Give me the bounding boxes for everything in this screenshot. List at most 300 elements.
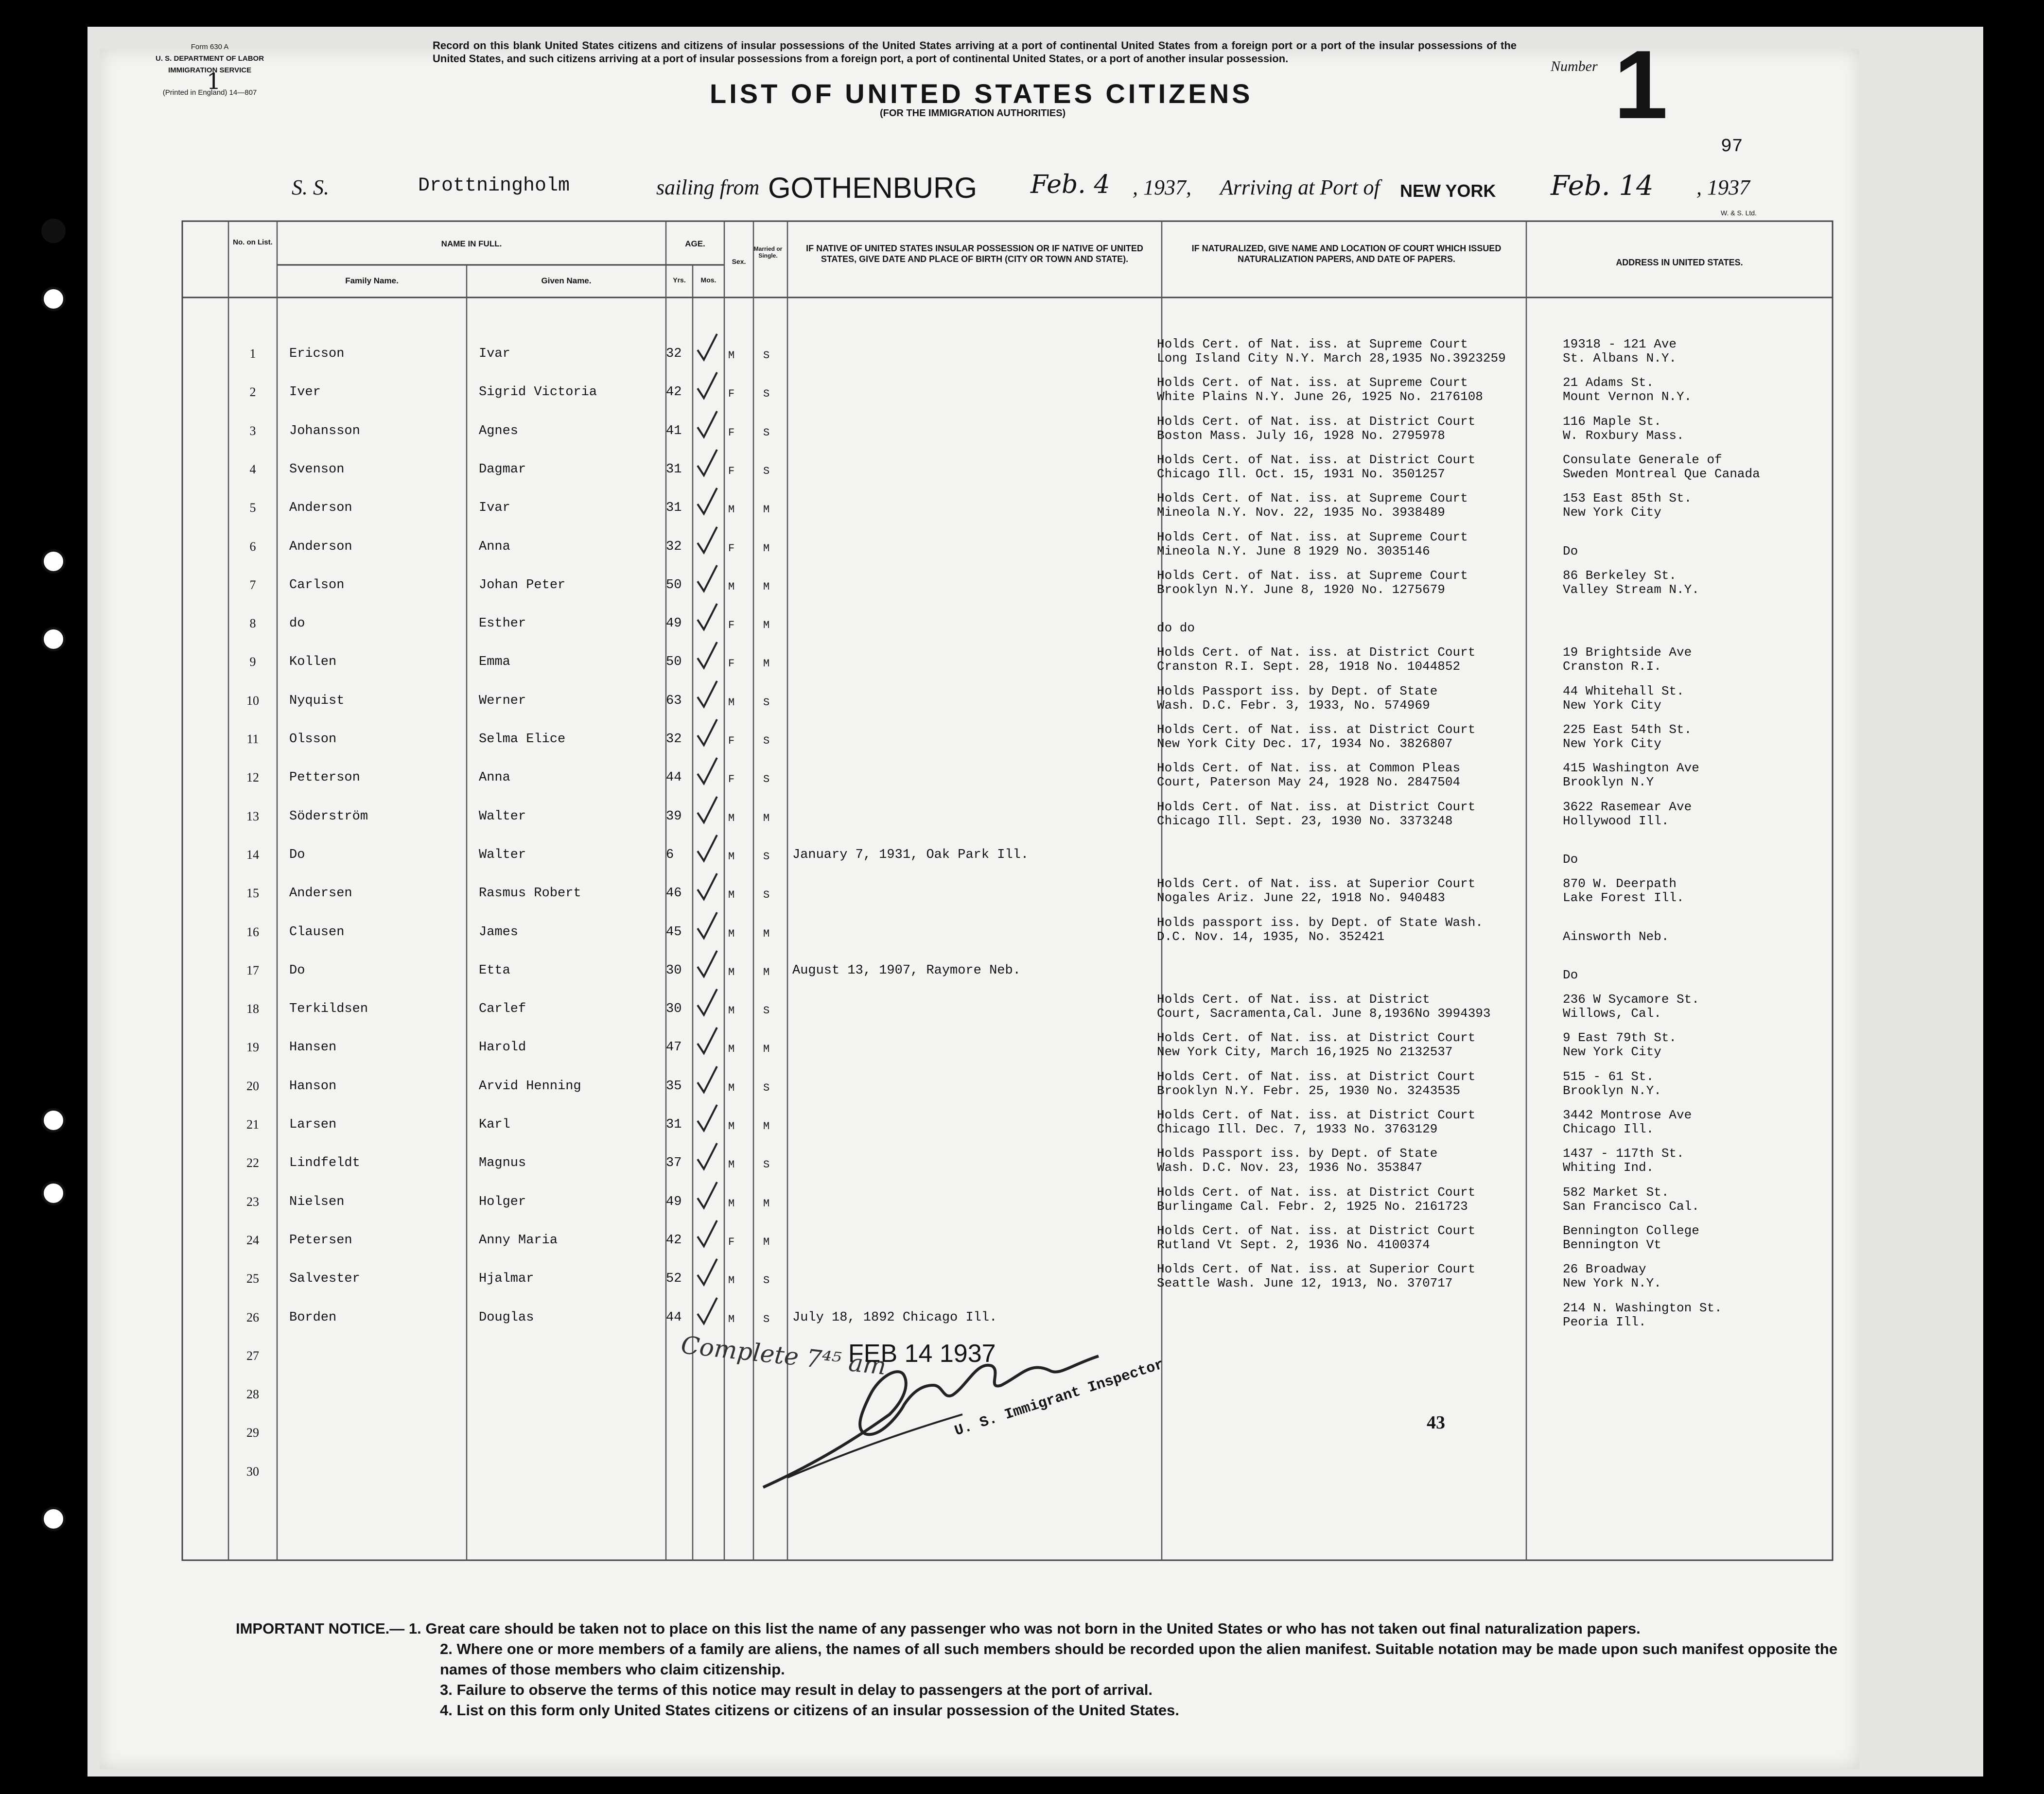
family-name: Ericson — [289, 347, 345, 361]
naturalization-line-2: do do — [1157, 621, 1195, 636]
row-number: 24 — [246, 1233, 259, 1247]
address-line-1: 3442 Montrose Ave — [1563, 1108, 1692, 1122]
given-name: Karl — [479, 1117, 510, 1132]
col-header-sex: Sex. — [732, 258, 746, 265]
row-number: 19 — [246, 1040, 259, 1055]
age-years: 39 — [666, 809, 682, 824]
instructions-text: Record on this blank United States citizens and citizens of insular possessions of the United States arriving at a port of continental United States from a foreign port or a port of the insular possessions of the United States, and such citizens arriving at a port of insular possessions from a foreign port, a port of continental United States, or a port of another insular possession. — [433, 39, 1517, 65]
sex: F — [728, 542, 735, 555]
sex: F — [728, 388, 735, 401]
col-header-mos: Mos. — [700, 276, 716, 284]
naturalization-line-2: Cranston R.I. Sept. 28, 1918 No. 1044852 — [1157, 659, 1461, 674]
row-number: 9 — [249, 655, 256, 669]
family-name: Petersen — [289, 1233, 352, 1248]
sex: F — [728, 735, 735, 747]
page-number: 43 — [1427, 1412, 1445, 1433]
row-number: 28 — [246, 1387, 259, 1402]
notice-text-1: 1. Great care should be taken not to place on this list the name of any passenger who was not born in the United States or who has not taken out final naturalization papers. — [408, 1620, 1641, 1637]
row-number: 14 — [246, 847, 259, 862]
sex: F — [728, 658, 735, 670]
address-line-1: 19 Brightside Ave — [1563, 645, 1692, 660]
col-header-name-in-full: NAME IN FULL. — [441, 239, 502, 248]
check-mark-icon — [695, 911, 719, 941]
naturalization-line-2: Nogales Ariz. June 22, 1918 No. 940483 — [1157, 890, 1445, 906]
row-number: 17 — [246, 963, 259, 977]
family-name: Do — [289, 847, 305, 862]
family-name: Larsen — [289, 1117, 337, 1132]
address-line-1: 236 W Sycamore St. — [1563, 992, 1699, 1007]
page-mark: 1 — [207, 68, 221, 94]
age-years: 44 — [666, 770, 682, 785]
sex: M — [728, 1081, 735, 1094]
marital-status: S — [763, 1159, 770, 1171]
birth-place: January 7, 1931, Oak Park Ill. — [792, 847, 1029, 862]
marital-status: S — [763, 889, 770, 902]
given-name: Ivar — [479, 501, 510, 516]
row-number: 8 — [249, 616, 256, 631]
sheet-number: 97 — [1721, 136, 1743, 157]
family-name: Andersen — [289, 886, 352, 901]
check-mark-icon — [695, 564, 719, 593]
family-name: Lindfeldt — [289, 1156, 360, 1171]
check-mark-icon — [695, 988, 719, 1017]
address-line-1: 21 Adams St. — [1563, 375, 1654, 390]
col-header-yrs: Yrs. — [673, 276, 686, 284]
address-line-1: 582 Market St. — [1563, 1184, 1669, 1200]
check-mark-icon — [695, 371, 719, 401]
naturalization-line-2: New York City, March 16,1925 No 2132537 — [1157, 1045, 1453, 1060]
age-years: 52 — [666, 1271, 682, 1287]
address-line-2: W. Roxbury Mass. — [1563, 428, 1684, 443]
notice-item-3: 3. Failure to observe the terms of this notice may result in delay to passengers at the port of arrival. — [440, 1681, 1153, 1698]
naturalization-line-1: Holds Cert. of Nat. iss. at District Court — [1157, 645, 1476, 660]
given-name: Arvid Henning — [479, 1079, 581, 1094]
address-line-2: Do — [1563, 543, 1578, 558]
given-name: Agnes — [479, 423, 519, 438]
address-line-2: New York City — [1563, 736, 1661, 751]
notice-item-1 — [236, 1619, 1840, 1639]
age-years: 31 — [666, 501, 682, 516]
age-years: 37 — [666, 1156, 682, 1171]
check-mark-icon — [695, 1027, 719, 1056]
naturalization-line-1: Holds Cert. of Nat. iss. at Supreme Court — [1157, 568, 1468, 583]
given-name: Johan Peter — [479, 577, 566, 592]
marital-status: M — [763, 1236, 770, 1248]
naturalization-line-1: Holds Cert. of Nat. iss. at District Court — [1157, 1108, 1476, 1122]
given-name: Harold — [479, 1040, 526, 1055]
age-years: 32 — [666, 732, 682, 747]
sex: M — [728, 812, 735, 824]
age-years: 49 — [666, 616, 682, 631]
check-mark-icon — [695, 950, 719, 979]
naturalization-line-2: New York City Dec. 17, 1934 No. 3826807 — [1157, 736, 1453, 751]
col-header-given-name: Given Name. — [541, 276, 592, 285]
given-name: James — [479, 924, 519, 940]
naturalization-line-2: Chicago Ill. Dec. 7, 1933 No. 3763129 — [1157, 1122, 1438, 1136]
inspector-signature — [758, 1332, 1147, 1497]
naturalization-line-2: Wash. D.C. Nov. 23, 1936 No. 353847 — [1157, 1160, 1423, 1175]
address-line-1: 19318 - 121 Ave — [1563, 337, 1677, 351]
family-name: Terkildsen — [289, 1002, 368, 1017]
marital-status: S — [763, 850, 770, 863]
departure-date: Feb. 4 — [1031, 170, 1110, 199]
naturalization-line-1: Holds Cert. of Nat. iss. at District Court — [1157, 414, 1476, 429]
check-mark-icon — [695, 603, 719, 632]
naturalization-line-1: Holds Cert. of Nat. iss. at District Court — [1157, 1069, 1476, 1084]
naturalization-line-1: Holds Cert. of Nat. iss. at District Court — [1157, 452, 1476, 467]
given-name: Selma Elice — [479, 732, 566, 747]
naturalization-line-1: Holds Cert. of Nat. iss. at District Court — [1157, 1184, 1476, 1200]
naturalization-line-2: Chicago Ill. Sept. 23, 1930 No. 3373248 — [1157, 813, 1453, 828]
address-line-2: New York City — [1563, 697, 1661, 713]
sex: M — [728, 1159, 735, 1171]
address-line-1: 9 East 79th St. — [1563, 1030, 1677, 1045]
row-number: 5 — [249, 501, 256, 515]
naturalization-line-1: Holds Cert. of Nat. iss. at Supreme Court — [1157, 529, 1468, 544]
age-years: 46 — [666, 886, 682, 901]
age-years: 30 — [666, 1002, 682, 1017]
family-name: Hanson — [289, 1079, 337, 1094]
family-name: Söderström — [289, 809, 368, 824]
important-notice — [236, 1619, 1840, 1721]
family-name: Nyquist — [289, 693, 345, 708]
given-name: Walter — [479, 847, 526, 862]
col-header-age: AGE. — [685, 239, 705, 248]
given-name: Sigrid Victoria — [479, 385, 597, 400]
marital-status: M — [763, 504, 770, 516]
address-line-1: 1437 - 117th St. — [1563, 1146, 1684, 1161]
check-mark-icon — [695, 757, 719, 786]
family-name: Nielsen — [289, 1194, 345, 1209]
marital-status: S — [763, 388, 770, 401]
given-name: Werner — [479, 693, 526, 708]
sex: M — [728, 889, 735, 902]
naturalization-line-2: D.C. Nov. 14, 1935, No. 352421 — [1157, 929, 1385, 944]
naturalization-line-2: Brooklyn N.Y. June 8, 1920 No. 1275679 — [1157, 582, 1445, 597]
marital-status: M — [763, 580, 770, 593]
sailing-label: sailing from — [656, 175, 760, 199]
naturalization-line-1: Holds Cert. of Nat. iss. at Superior Court — [1157, 876, 1476, 891]
row-number: 16 — [246, 924, 259, 939]
naturalization-line-2: Wash. D.C. Febr. 3, 1933, No. 574969 — [1157, 697, 1430, 713]
marital-status: S — [763, 735, 770, 747]
family-name: Kollen — [289, 655, 337, 670]
age-years: 30 — [666, 963, 682, 978]
check-mark-icon — [695, 1181, 719, 1210]
arrival-year: , 1937 — [1696, 175, 1750, 199]
family-name: Anderson — [289, 501, 352, 516]
service-name: IMMIGRATION SERVICE — [168, 66, 252, 74]
sex: M — [728, 349, 735, 362]
sex: F — [728, 619, 735, 632]
naturalization-line-1: Holds Cert. of Nat. iss. at Superior Court — [1157, 1262, 1476, 1277]
given-name: Ivar — [479, 347, 510, 361]
naturalization-line-1: Holds Cert. of Nat. iss. at Supreme Court — [1157, 491, 1468, 506]
row-number: 30 — [246, 1464, 259, 1479]
row-number: 26 — [246, 1310, 259, 1324]
address-line-1: 44 Whitehall St. — [1563, 683, 1684, 698]
sex: F — [728, 1236, 735, 1248]
naturalization-line-2: Seattle Wash. June 12, 1913, No. 370717 — [1157, 1276, 1453, 1291]
marital-status: S — [763, 773, 770, 786]
address-line-1: 214 N. Washington St. — [1563, 1300, 1722, 1315]
row-number: 29 — [246, 1426, 259, 1440]
address-line-2: Willows, Cal. — [1563, 1006, 1661, 1021]
naturalization-line-1: Holds Passport iss. by Dept. of State — [1157, 1146, 1438, 1161]
printer-mark: W. & S. Ltd. — [1721, 209, 1757, 217]
naturalization-line-1: Holds passport iss. by Dept. of State Wash. — [1157, 915, 1483, 930]
row-number: 27 — [246, 1348, 259, 1363]
check-mark-icon — [695, 449, 719, 478]
row-number: 13 — [246, 809, 259, 823]
arriving-label: Arriving at Port of — [1220, 175, 1380, 199]
sex: M — [728, 1120, 735, 1132]
list-number: 1 — [1614, 31, 1668, 139]
row-number: 22 — [246, 1156, 259, 1170]
address-line-1: 515 - 61 St. — [1563, 1069, 1654, 1084]
address-line-1: 86 Berkeley St. — [1563, 568, 1677, 583]
sex: M — [728, 1005, 735, 1017]
sex: M — [728, 580, 735, 593]
address-line-2: Brooklyn N.Y. — [1563, 1083, 1661, 1098]
row-number: 23 — [246, 1194, 259, 1209]
naturalization-line-2: Mineola N.Y. Nov. 22, 1935 No. 3938489 — [1157, 505, 1445, 520]
naturalization-line-2: Court, Paterson May 24, 1928 No. 2847504 — [1157, 775, 1461, 790]
check-mark-icon — [695, 1219, 719, 1249]
sex: M — [728, 850, 735, 863]
sex: M — [728, 1313, 735, 1325]
check-mark-icon — [695, 1297, 719, 1326]
row-number: 3 — [249, 423, 256, 438]
age-years: 6 — [666, 847, 674, 862]
family-name: Iver — [289, 385, 321, 400]
completion-note: Complete 7⁴⁵ am — [680, 1331, 888, 1380]
address-line-2: Do — [1563, 852, 1578, 867]
naturalization-line-2: Chicago Ill. Oct. 15, 1931 No. 3501257 — [1157, 466, 1445, 481]
naturalization-line-1: Holds Cert. of Nat. iss. at Supreme Court — [1157, 375, 1468, 390]
address-line-2: Bennington Vt — [1563, 1237, 1661, 1252]
port-of-departure: GOTHENBURG — [768, 172, 978, 204]
given-name: Etta — [479, 963, 510, 978]
family-name: Borden — [289, 1310, 337, 1325]
row-number: 2 — [249, 385, 256, 400]
given-name: Emma — [479, 655, 510, 670]
naturalization-line-2: Mineola N.Y. June 8 1929 No. 3035146 — [1157, 543, 1430, 558]
marital-status: S — [763, 1081, 770, 1094]
address-line-2: Cranston R.I. — [1563, 659, 1661, 674]
family-name: Salvester — [289, 1271, 360, 1287]
sex: F — [728, 773, 735, 786]
ss-label: S. S. — [292, 175, 329, 199]
sex: M — [728, 966, 735, 978]
check-mark-icon — [695, 1142, 719, 1171]
marital-status: M — [763, 1120, 770, 1132]
marital-status: S — [763, 465, 770, 477]
arrival-date: Feb. 14 — [1551, 170, 1654, 202]
given-name: Anna — [479, 770, 510, 785]
arrival-date-stamp: FEB 14 1937 — [848, 1340, 996, 1368]
age-years: 47 — [666, 1040, 682, 1055]
address-line-1: Consulate Generale of — [1563, 452, 1722, 467]
row-number: 7 — [249, 577, 256, 592]
age-years: 45 — [666, 924, 682, 940]
age-years: 35 — [666, 1079, 682, 1094]
marital-status: M — [763, 658, 770, 670]
naturalization-line-2: Long Island City N.Y. March 28,1935 No.3923259 — [1157, 351, 1506, 366]
row-number: 15 — [246, 886, 259, 901]
address-line-2: Sweden Montreal Que Canada — [1563, 466, 1760, 481]
check-mark-icon — [695, 680, 719, 709]
birth-place: July 18, 1892 Chicago Ill. — [792, 1310, 997, 1325]
page-subtitle: (FOR THE IMMIGRATION AUTHORITIES) — [880, 108, 1066, 119]
row-number: 21 — [246, 1117, 259, 1132]
address-line-2: Hollywood Ill. — [1563, 813, 1669, 828]
age-years: 50 — [666, 655, 682, 670]
check-mark-icon — [695, 641, 719, 670]
family-name: do — [289, 616, 305, 631]
address-line-2: St. Albans N.Y. — [1563, 351, 1677, 366]
family-name: Do — [289, 963, 305, 978]
col-header-family-name: Family Name. — [345, 276, 399, 285]
sex: M — [728, 1274, 735, 1287]
sex: M — [728, 504, 735, 516]
marital-status: M — [763, 1043, 770, 1056]
address-line-1: Bennington College — [1563, 1223, 1699, 1238]
marital-status: M — [763, 966, 770, 978]
age-years: 42 — [666, 385, 682, 400]
given-name: Walter — [479, 809, 526, 824]
row-number: 6 — [249, 539, 256, 554]
notice-item-2: 2. Where one or more members of a family are aliens, the names of all such members should be recorded upon the alien manifest. Suitable notation may be made upon such manifest opposite the names of those members who claim citizenship. — [440, 1640, 1838, 1678]
row-number: 4 — [249, 462, 256, 476]
marital-status: M — [763, 927, 770, 940]
naturalization-line-1: Holds Cert. of Nat. iss. at District Court — [1157, 1223, 1476, 1238]
marital-status: M — [763, 619, 770, 632]
sex: M — [728, 927, 735, 940]
address-line-2: Lake Forest Ill. — [1563, 890, 1684, 906]
row-number: 18 — [246, 1002, 259, 1016]
age-years: 41 — [666, 423, 682, 438]
marital-status: M — [763, 812, 770, 824]
notice-label: IMPORTANT NOTICE.— — [236, 1620, 405, 1637]
age-years: 49 — [666, 1194, 682, 1209]
address-line-2: Mount Vernon N.Y. — [1563, 389, 1692, 404]
address-line-2: Peoria Ill. — [1563, 1314, 1646, 1329]
printer-note: (Printed in England) 14—807 — [162, 88, 257, 97]
check-mark-icon — [695, 796, 719, 825]
number-label: Number — [1551, 58, 1598, 74]
naturalization-line-1: Holds Cert. of Nat. iss. at District Court — [1157, 1030, 1476, 1045]
check-mark-icon — [695, 410, 719, 439]
address-line-2: San Francisco Cal. — [1563, 1199, 1699, 1214]
address-line-1: 153 East 85th St. — [1563, 491, 1692, 506]
address-line-2: Do — [1563, 967, 1578, 982]
address-line-1: 870 W. Deerpath — [1563, 876, 1677, 891]
sex: M — [728, 1043, 735, 1056]
check-mark-icon — [695, 333, 719, 362]
naturalization-line-2: Burlingame Cal. Febr. 2, 1925 No. 2161723 — [1157, 1199, 1468, 1214]
family-name: Carlson — [289, 577, 345, 592]
marital-status: M — [763, 542, 770, 555]
marital-status: S — [763, 696, 770, 709]
age-years: 44 — [666, 1310, 682, 1325]
given-name: Esther — [479, 616, 526, 631]
check-mark-icon — [695, 1104, 719, 1133]
address-line-2: Whiting Ind. — [1563, 1160, 1654, 1175]
age-years: 31 — [666, 1117, 682, 1132]
birth-place: August 13, 1907, Raymore Neb. — [792, 963, 1021, 978]
sex: F — [728, 426, 735, 439]
age-years: 32 — [666, 347, 682, 361]
naturalization-line-2: Court, Sacramenta,Cal. June 8,1936No 3994393 — [1157, 1006, 1491, 1021]
given-name: Anny Maria — [479, 1233, 558, 1248]
family-name: Hansen — [289, 1040, 337, 1055]
check-mark-icon — [695, 487, 719, 516]
sex: M — [728, 1197, 735, 1210]
check-mark-icon — [695, 1258, 719, 1287]
family-name: Petterson — [289, 770, 360, 785]
naturalization-line-1: Holds Cert. of Nat. iss. at District Court — [1157, 722, 1476, 737]
check-mark-icon — [695, 872, 719, 902]
address-line-1: 225 East 54th St. — [1563, 722, 1692, 737]
family-name: Olsson — [289, 732, 337, 747]
naturalization-line-2: White Plains N.Y. June 26, 1925 No. 2176108 — [1157, 389, 1483, 404]
address-line-2: Brooklyn N.Y — [1563, 775, 1654, 790]
given-name: Magnus — [479, 1156, 526, 1171]
sex: F — [728, 465, 735, 477]
col-header-naturalization: IF NATURALIZED, GIVE NAME AND LOCATION OF COURT WHICH ISSUED NATURALIZATION PAPERS, AND DATE OF PAPERS. — [1191, 244, 1502, 264]
address-line-1: 415 Washington Ave — [1563, 761, 1699, 776]
col-header-address: ADDRESS IN UNITED STATES. — [1616, 258, 1743, 267]
address-line-2: Ainsworth Neb. — [1563, 929, 1669, 944]
marital-status: S — [763, 1005, 770, 1017]
given-name: Anna — [479, 539, 510, 554]
page-title: LIST OF UNITED STATES CITIZENS — [710, 78, 1253, 109]
check-mark-icon — [695, 718, 719, 748]
departure-year: , 1937, — [1133, 175, 1191, 199]
naturalization-line-1: Holds Cert. of Nat. iss. at Common Pleas — [1157, 761, 1461, 776]
family-name: Johansson — [289, 423, 360, 438]
naturalization-line-1: Holds Cert. of Nat. iss. at District — [1157, 992, 1430, 1007]
marital-status: M — [763, 1197, 770, 1210]
age-years: 50 — [666, 577, 682, 592]
col-header-married-single: Married or Single. — [753, 245, 783, 259]
given-name: Carlef — [479, 1002, 526, 1017]
marital-status: S — [763, 1313, 770, 1325]
form-number: Form 630 A — [191, 43, 229, 51]
row-number: 11 — [246, 732, 259, 746]
naturalization-line-2: Brooklyn N.Y. Febr. 25, 1930 No. 3243535 — [1157, 1083, 1461, 1098]
age-years: 32 — [666, 539, 682, 554]
naturalization-line-2: Rutland Vt Sept. 2, 1936 No. 4100374 — [1157, 1237, 1430, 1252]
row-number: 25 — [246, 1271, 259, 1286]
given-name: Rasmus Robert — [479, 886, 581, 901]
marital-status: S — [763, 349, 770, 362]
naturalization-line-2: Boston Mass. July 16, 1928 No. 2795978 — [1157, 428, 1445, 443]
marital-status: S — [763, 426, 770, 439]
address-line-2: New York N.Y. — [1563, 1276, 1661, 1291]
col-header-no: No. on List. — [233, 238, 273, 246]
port-of-arrival: NEW YORK — [1400, 181, 1496, 201]
naturalization-line-1: Holds Cert. of Nat. iss. at Supreme Court — [1157, 337, 1468, 351]
department-name: U. S. DEPARTMENT OF LABOR — [156, 54, 264, 63]
row-number: 10 — [246, 693, 259, 708]
address-line-1: 116 Maple St. — [1563, 414, 1661, 429]
family-name: Clausen — [289, 924, 345, 940]
check-mark-icon — [695, 834, 719, 863]
marital-status: S — [763, 1274, 770, 1287]
address-line-2: Valley Stream N.Y. — [1563, 582, 1699, 597]
